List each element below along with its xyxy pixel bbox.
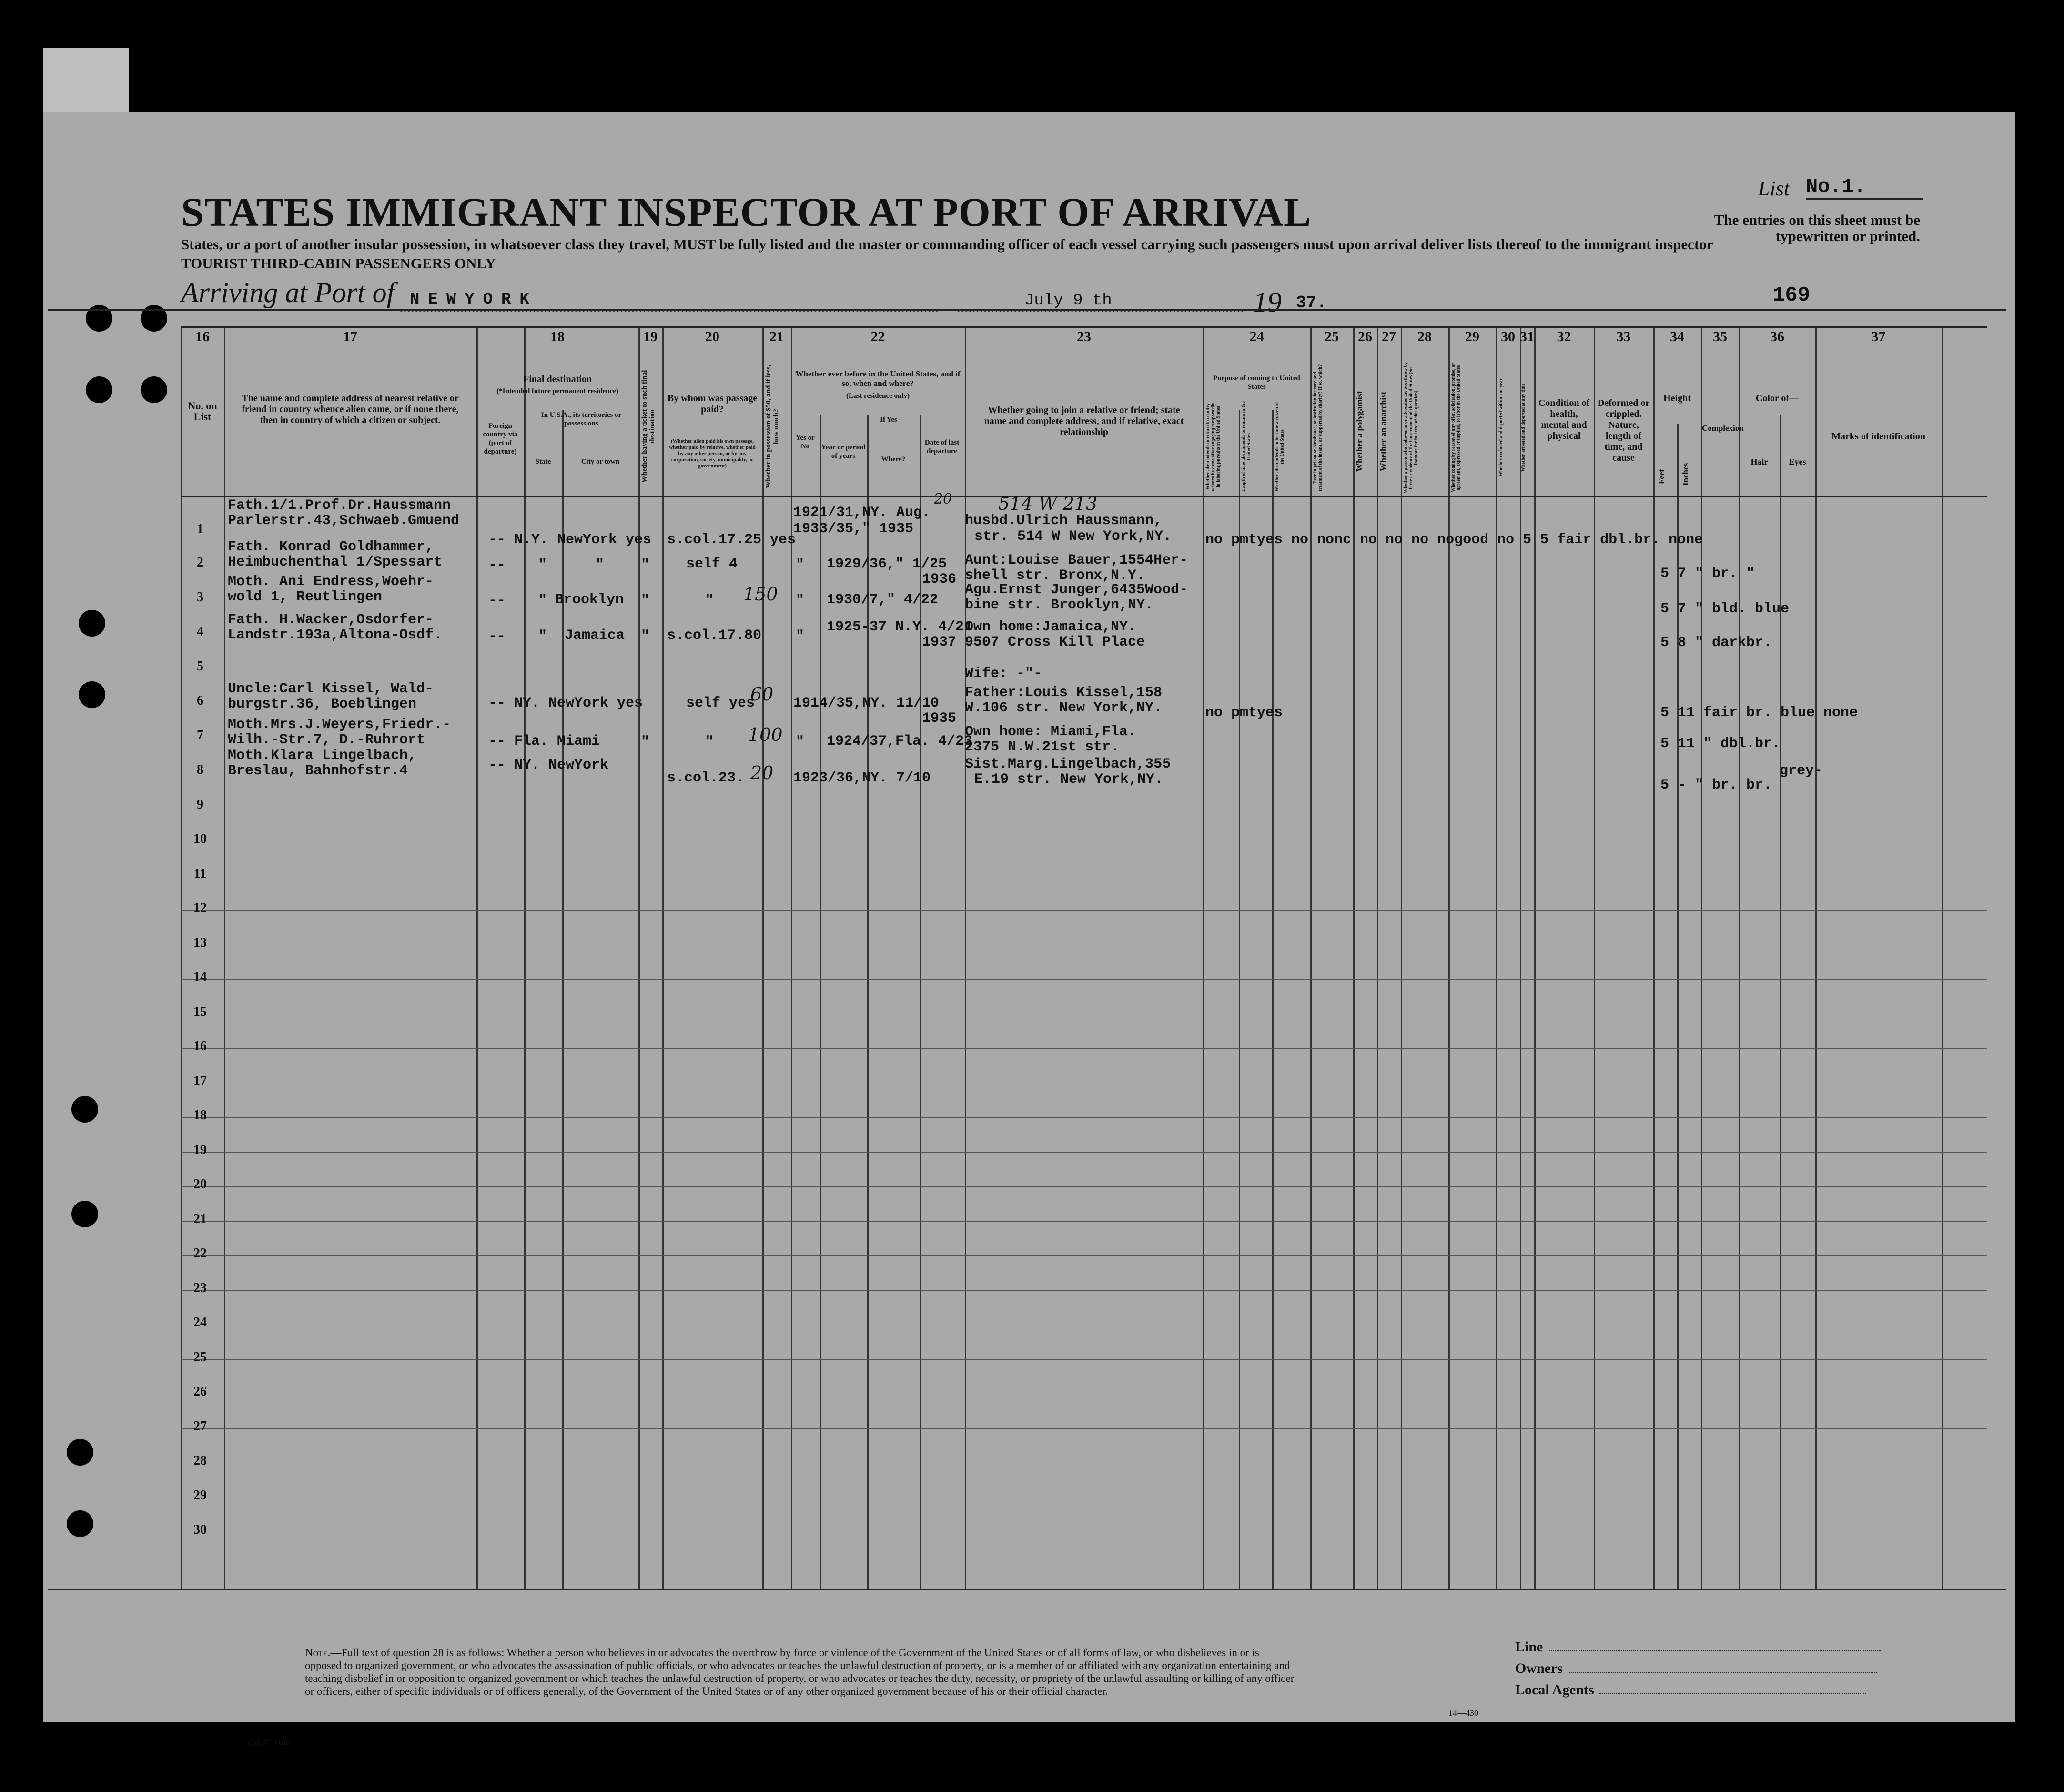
row-rule <box>181 1152 1987 1153</box>
column-number: 17 <box>343 329 357 344</box>
row4-passage: s.col.17.80 <box>667 628 762 644</box>
agents-label: Local Agents <box>1515 1682 1594 1698</box>
column-number: 21 <box>769 329 784 344</box>
row8-join-address: E.19 str. New York,NY. <box>974 771 1164 788</box>
footnote <box>305 1646 1296 1698</box>
row-number: 25 <box>193 1350 207 1365</box>
header-arrested: Whether arrested and deported at any time <box>1521 383 1526 472</box>
archive-code: caf 37 vmb. <box>248 1737 293 1747</box>
row6-destination: -- NY. NewYork yes <box>488 695 643 711</box>
row8-destination: -- NY. NewYork <box>488 757 609 773</box>
column-number: 25 <box>1325 329 1339 344</box>
column-rule <box>791 326 792 1589</box>
row8-relative-address: Breslau, Bahnhofstr.4 <box>228 763 408 779</box>
row-rule <box>181 1359 1987 1360</box>
row7-ditto: " <box>705 734 714 750</box>
row4-city: Jamaica <box>565 628 625 644</box>
list-label: List <box>1758 177 1790 200</box>
column-number: 19 <box>643 329 658 344</box>
row-number: 24 <box>193 1315 207 1330</box>
punch-hole <box>141 376 167 403</box>
header-feet: Feet <box>1657 469 1666 484</box>
row-rule <box>181 1428 1987 1429</box>
line-underline <box>1548 1650 1881 1651</box>
row-number: 30 <box>193 1522 207 1537</box>
row7-join-address: 2375 N.W.21st str. <box>965 739 1120 755</box>
row-number: 8 <box>197 762 203 777</box>
row2-passage: self 4 <box>686 556 738 572</box>
row-number: 7 <box>197 728 203 743</box>
row-number: 22 <box>193 1246 207 1261</box>
column-rule <box>1701 326 1702 1589</box>
row-number: 14 <box>193 970 207 984</box>
column-rule <box>224 326 225 1589</box>
row2-previous: 1929/36," 1/25 <box>827 556 947 572</box>
row4-previous: 1925-37 N.Y. 4/21 <box>827 619 973 635</box>
header-if-yes: If Yes— <box>880 416 904 424</box>
header-become-citizen: Whether alien intends to become a citizen of the United States <box>1275 402 1285 492</box>
header-prison: Ever in prison or almshouse, or institution for care and treatment of the insane, or supported by charity? If so, which? <box>1313 364 1323 491</box>
row3-join-address: bine str. Brooklyn,NY. <box>965 597 1154 613</box>
row4-dash: -- <box>488 628 506 645</box>
column-rule <box>1377 326 1378 1589</box>
row-number: 13 <box>193 935 207 950</box>
row3-city: Brooklyn <box>555 592 624 608</box>
punch-hole <box>67 1439 93 1466</box>
row-number: 5 <box>197 659 203 674</box>
row-rule <box>181 979 1987 980</box>
row3-ditto: " <box>796 593 805 609</box>
row6-previous-2: 1935 <box>922 710 957 727</box>
punch-hole <box>71 1096 98 1123</box>
row2-previous-2: 1936 <box>922 571 957 587</box>
column-rule <box>1534 326 1536 1589</box>
form-number: 14—430 <box>1448 1708 1478 1718</box>
row3-relative-address: wold 1, Reutlingen <box>228 589 383 605</box>
row7-relative: Moth.Mrs.J.Weyers,Friedr.- <box>228 717 451 733</box>
header-hair: Hair <box>1750 457 1768 466</box>
column-rule <box>662 326 664 1589</box>
header-anarchist: Whether an anarchist <box>1378 391 1388 471</box>
column-rule <box>920 415 921 1589</box>
row7-relative-address: Wilh.-Str.7, D.-Ruhrort <box>228 732 425 748</box>
row-number: 17 <box>193 1073 207 1088</box>
column-rule <box>1448 326 1450 1589</box>
punch-hole <box>79 610 105 637</box>
column-rule <box>762 326 764 1589</box>
row8-previous: 1923/36,NY. 7/10 <box>793 770 931 786</box>
header-fifty-dollars: Whether in possession of $50, and if less, how much? <box>765 364 780 488</box>
row7-ditto: " <box>641 734 650 750</box>
row8-relative: Moth.Klara Lingelbach, <box>228 748 417 764</box>
row-rule <box>181 910 1987 911</box>
row7-previous: 1924/37,Fla. 4/23 <box>827 733 973 749</box>
row7-handwritten-money: 100 <box>748 724 783 745</box>
row2-relative: Fath. Konrad Goldhammer, <box>228 539 434 555</box>
column-number: 28 <box>1417 329 1432 344</box>
owners-field <box>1515 1660 1877 1677</box>
row-number: 19 <box>193 1143 207 1157</box>
header-inches: Inches <box>1681 463 1690 486</box>
column-rule <box>1780 415 1781 1589</box>
form-title: STATES IMMIGRANT INSPECTOR AT PORT OF ARRIVAL <box>181 189 1312 235</box>
row6-join-address: W.106 str. New York,NY. <box>965 700 1163 716</box>
header-rule <box>181 326 1987 328</box>
column-number: 35 <box>1713 329 1727 344</box>
agents-field <box>1515 1682 1866 1698</box>
row1-handwritten-address: 514 W 213 <box>998 493 1098 514</box>
row6-relative-address: burgstr.36, Boeblingen <box>228 696 417 712</box>
row1-relative-address: Parlerstr.43,Schwaeb.Gmuend <box>228 513 460 529</box>
row5-join: Wife: -"- <box>965 666 1042 682</box>
column-number: 29 <box>1465 329 1479 344</box>
header-ticket: Whether having a ticket to such final destination <box>641 370 656 483</box>
arrival-port: NEWYORK <box>410 291 538 309</box>
year-suffix: 37. <box>1296 293 1327 313</box>
row4-ditto: " <box>796 628 805 645</box>
punch-hole <box>86 376 112 403</box>
row4-join: Own home:Jamaica,NY. <box>965 619 1137 635</box>
column-rule <box>1239 410 1240 1589</box>
row4-relative: Fath. H.Wacker,Osdorfer- <box>228 612 434 628</box>
row6-relative: Uncle:Carl Kissel, Wald- <box>228 681 434 697</box>
row1-passage: s.col.17.25 yes <box>667 532 796 548</box>
agents-underline <box>1599 1693 1866 1694</box>
row-rule <box>181 1290 1987 1291</box>
header-yes-no: Yes or No <box>796 434 815 450</box>
row3-height-color: 5 7 " bld. blue <box>1660 601 1790 617</box>
header-no-on-list: No. on List <box>188 400 217 423</box>
header-last-departure: Date of last departure <box>924 439 960 455</box>
row-number: 12 <box>193 901 207 915</box>
row-number: 9 <box>197 797 203 812</box>
row-number: 26 <box>193 1384 207 1399</box>
row-number: 23 <box>193 1281 207 1296</box>
column-number: 16 <box>195 329 210 344</box>
column-rule <box>1594 326 1595 1589</box>
header-city: City or town <box>581 458 620 466</box>
header-before-in-us-note: (Last residence only) <box>846 392 910 400</box>
row7-height-color: 5 11 " dbl.br. <box>1660 736 1781 752</box>
year-prefix: 19 <box>1253 286 1282 318</box>
row-number: 20 <box>193 1177 207 1192</box>
header-overthrow: Whether a person who believes in or advocates the overthrow by force or violence of the Government of the United States (See footnote for full text of this question) <box>1403 362 1419 493</box>
header-health: Condition of health, mental and physical <box>1538 398 1590 441</box>
row4-ditto: " <box>538 628 547 645</box>
typewritten-instruction: The entries on this sheet must be typewritten or printed. <box>1714 212 1920 244</box>
row2-dash: -- <box>488 557 506 573</box>
row4-height-color: 5 8 " darkbr. <box>1660 635 1772 651</box>
manifest-sheet <box>43 112 2015 1722</box>
column-rule <box>820 415 821 1589</box>
column-number: 27 <box>1382 329 1396 344</box>
row2-height-color: 5 7 " br. " <box>1660 566 1755 582</box>
row7-join: Own home: Miami,Fla. <box>965 724 1137 740</box>
header-where: Where? <box>881 456 906 463</box>
column-number: 31 <box>1520 329 1534 344</box>
line-label: Line <box>1515 1639 1543 1655</box>
row6-join: Father:Louis Kissel,158 <box>965 685 1163 701</box>
row4-relative-address: Landstr.193a,Altona-Osdf. <box>228 627 443 643</box>
row1-relative: Fath.1/1.Prof.Dr.Haussmann <box>228 497 451 514</box>
row2-ditto: " <box>596 557 605 573</box>
owners-underline <box>1568 1672 1877 1673</box>
row2-join: Aunt:Louise Bauer,1554Her- <box>965 552 1188 568</box>
arrival-date: July 9 th <box>1024 292 1112 310</box>
column-rule <box>1401 326 1402 1589</box>
form-subtitle: States, or a port of another insular possession, in whatsoever class they travel, MUST be fully listed and the master or commanding officer of each vessel carrying such passengers must upon arrival deliver lists thereof to the immigrant inspector <box>181 236 1713 253</box>
row4-join-address: 9507 Cross Kill Place <box>965 634 1145 650</box>
column-number: 26 <box>1358 329 1372 344</box>
row7-ditto: " <box>796 734 805 750</box>
header-final-destination-note: (*Intended future permanent residence) <box>496 387 618 395</box>
header-in-usa: In U.S.A., its territories or possessions <box>541 411 622 427</box>
column-rule <box>476 326 478 1589</box>
row8-handwritten-money: 20 <box>750 762 774 783</box>
row1-join-address: str. 514 W New York,NY. <box>974 528 1172 545</box>
header-excluded: Whether excluded and deported within one year <box>1498 378 1504 477</box>
column-rule <box>524 326 526 1589</box>
row6-handwritten-money: 60 <box>750 684 774 705</box>
column-number: 37 <box>1871 329 1886 344</box>
row-rule <box>181 1117 1987 1118</box>
row2-relative-address: Heimbuchenthal 1/Spessart <box>228 554 443 570</box>
header-year-period: Year or period of years <box>821 444 866 460</box>
row-number: 1 <box>197 522 203 537</box>
row-rule <box>181 1255 1987 1256</box>
column-number: 34 <box>1670 329 1684 344</box>
row3-ditto: " <box>705 593 714 609</box>
grid-bottom-rule <box>48 1589 2006 1590</box>
row-number: 3 <box>197 590 203 605</box>
column-rule <box>562 410 564 1589</box>
row-number: 28 <box>193 1453 207 1468</box>
row1-handwritten-date: 20 <box>934 491 952 507</box>
row6-passage: self yes <box>686 695 755 711</box>
arriving-label: Arriving at Port of <box>181 277 395 308</box>
row1-attributes: no pmtyes no nonc no no no nogood no 5 5 fair dbl.br. none <box>1205 532 1703 548</box>
header-intends-return: Whether alien intends to return to country whence he came after engaging temporarily in laboring pursuits in the United States <box>1205 402 1221 491</box>
column-rule <box>1310 326 1312 1589</box>
row3-ditto: " <box>538 593 547 609</box>
column-rule <box>1353 326 1355 1589</box>
row4-previous-2: 1937 <box>922 634 957 650</box>
header-complexion: Complexion <box>1702 424 1744 433</box>
punch-hole <box>79 681 105 708</box>
header-final-destination: Final destination <box>523 374 592 385</box>
header-eyes: Eyes <box>1789 457 1806 466</box>
row-rule <box>181 1186 1987 1187</box>
header-purpose: Purpose of coming to United States <box>1213 375 1300 391</box>
column-rule <box>1653 326 1655 1589</box>
row-number: 2 <box>197 555 203 570</box>
row3-ditto: " <box>641 593 650 609</box>
column-number: 30 <box>1501 329 1515 344</box>
punch-hole <box>67 1510 93 1537</box>
header-passage-paid: By whom was passage paid? <box>667 393 758 415</box>
column-rule <box>638 326 640 1589</box>
row3-join: Agu.Ernst Junger,6435Wood- <box>965 582 1188 598</box>
row-number: 16 <box>193 1039 207 1053</box>
row-rule <box>181 1048 1987 1049</box>
list-number: No.1. <box>1806 175 1923 200</box>
row-number: 21 <box>193 1212 207 1226</box>
row3-dash: -- <box>488 593 506 609</box>
header-marks: Marks of identification <box>1831 431 1925 442</box>
header-passage-paid-note: (Whether alien paid his own passage, whether paid by relative, whether paid by any other person, or by any corporation, society, municipality, or government) <box>669 438 756 469</box>
row-number: 6 <box>197 693 203 708</box>
row8-eyes-grey: grey- <box>1780 763 1823 779</box>
line-field <box>1515 1639 1881 1655</box>
column-rule <box>1272 410 1274 1589</box>
column-number: 22 <box>870 329 885 344</box>
row3-previous: 1930/7," 4/22 <box>827 592 939 608</box>
header-before-in-us: Whether ever before in the United States, and if so, when and where? <box>795 369 961 388</box>
header-foreign-country: Foreign country via (port of departure) <box>483 422 518 456</box>
row2-join-address: shell str. Bronx,N.Y. <box>965 567 1145 584</box>
class-line: TOURIST THIRD-CABIN PASSENGERS ONLY <box>181 255 496 272</box>
column-rule <box>1739 326 1740 1589</box>
grid-top-rule <box>48 309 2006 311</box>
footnote-text: —Full text of question 28 is as follows: Whether a person who believes in or advocates the overthrow by force or violence of the Government of the United States or of all forms of law, or who disbelieves in or is opposed to organized government, or who advocates the assassination of public officials, or who advocates or teaches the unlawful destruction of property, or is a member of or affiliated with any organization entertaining and teaching disbelief in or opposition to organized government or which teaches the unlawful destruction of property, or who advocates or teaches the duty, necessity, or propriety of the unlawful assaulting or killing of any officer or officers, either of specific individuals or of officers generally, of the Government of the United States or of any other organized government because of his or their official character. <box>305 1647 1295 1697</box>
header-height: Height <box>1663 393 1691 404</box>
row2-ditto: " <box>641 557 650 573</box>
row-number: 11 <box>193 866 207 881</box>
header-join-relative: Whether going to join a relative or friend; state name and complete address, and if relative, exact relationship <box>984 405 1184 437</box>
row8-passage: s.col.23. <box>667 770 745 786</box>
owners-label: Owners <box>1515 1660 1563 1676</box>
header-nearest-relative: The name and complete address of nearest relative or friend in country whence alien came, or if none there, then in country of which a citizen or subject. <box>242 393 459 425</box>
row7-destination: -- Fla. Miami <box>488 733 600 749</box>
header-labor-offer: Whether coming by reason of any offer, solicitation, promise, or agreement, expressed or implied, to labor in the United States <box>1451 363 1461 493</box>
row3-handwritten-money: 150 <box>743 584 778 605</box>
row-number: 29 <box>193 1488 207 1503</box>
column-rule <box>1942 326 1943 1589</box>
row6-height-color: 5 11 fair br. blue none <box>1660 705 1858 721</box>
row1-join: husbd.Ulrich Haussmann, <box>965 513 1163 529</box>
row-number: 4 <box>197 624 203 639</box>
column-number: 24 <box>1249 329 1264 344</box>
column-number: 23 <box>1077 329 1091 344</box>
punch-hole <box>71 1201 98 1227</box>
row-number: 18 <box>193 1108 207 1123</box>
column-number: 33 <box>1616 329 1631 344</box>
header-color-of: Color of— <box>1755 393 1799 404</box>
page-number: 169 <box>1772 283 1811 307</box>
column-rule <box>181 326 182 1589</box>
header-polygamist: Whether a polygamist <box>1355 391 1364 472</box>
row-number: 10 <box>193 831 207 846</box>
column-number: 32 <box>1557 329 1571 344</box>
column-number: 36 <box>1770 329 1784 344</box>
row6-attributes: no pmtyes <box>1205 705 1283 721</box>
row4-ditto: " <box>641 628 650 645</box>
row-number: 27 <box>193 1419 207 1434</box>
row-rule <box>181 1221 1987 1222</box>
row1-destination: -- N.Y. NewYork yes <box>488 532 652 548</box>
footnote-label: Note. <box>305 1647 331 1659</box>
header-deformed: Deformed or crippled. Nature, length of time, and cause <box>1597 398 1650 463</box>
column-rule <box>1520 326 1521 1589</box>
column-number: 18 <box>550 329 565 344</box>
column-number: 20 <box>705 329 719 344</box>
row2-ditto: " <box>796 557 805 573</box>
row-number: 15 <box>193 1004 207 1019</box>
column-rule <box>867 415 869 1589</box>
column-rule <box>1815 326 1817 1589</box>
header-length-stay: Length of time alien intends to remain in the United States <box>1241 401 1252 492</box>
header-state: State <box>535 458 551 466</box>
column-rule <box>1496 326 1497 1589</box>
column-rule <box>1203 326 1204 1589</box>
row8-join: Sist.Marg.Lingelbach,355 <box>965 756 1171 772</box>
row2-ditto: " <box>538 557 547 573</box>
row8-height-color: 5 - " br. br. <box>1660 777 1772 793</box>
row1-previous-2: 1933/35," 1935 <box>793 521 914 537</box>
row6-previous: 1914/35,NY. 11/10 <box>793 695 940 711</box>
row3-relative: Moth. Ani Endress,Woehr- <box>228 574 434 590</box>
row1-previous: 1921/31,NY. Aug. <box>793 505 931 521</box>
